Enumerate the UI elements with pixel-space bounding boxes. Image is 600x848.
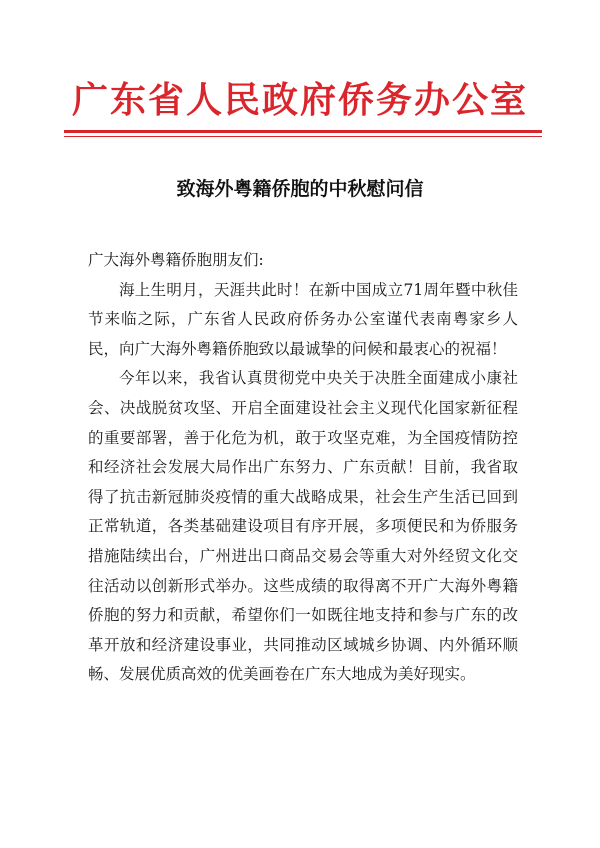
letter-paragraph-1: 海上生明月，天涯共此时！在新中国成立71周年暨中秋佳节来临之际，广东省人民政府侨务办公室谨代表南粤家乡人民，向广大海外粤籍侨胞致以最诚挚的问候和最衷心的祝福！ bbox=[88, 280, 518, 358]
letter-salutation: 广大海外粤籍侨胞朋友们: bbox=[88, 251, 264, 269]
letterhead-divider-thick bbox=[64, 130, 542, 133]
letter-body bbox=[88, 246, 518, 690]
letter-title: 致海外粤籍侨胞的中秋慰问信 bbox=[176, 178, 424, 200]
letterhead-divider-thin bbox=[64, 136, 542, 137]
letter-paragraph-2: 今年以来，我省认真贯彻党中央关于决胜全面建成小康社会、决战脱贫攻坚、开启全面建设社会主义现代化国家新征程的重要部署，善于化危为机，敢于攻坚克难，为全国疫情防控和经济社会发展大局作出广东努力、广东贡献！目前，我省取得了抗击新冠肺炎疫情的重大战略成果，社会生产生活已回到正常轨道，各类基础建设项目有序开展，多项便民和为侨服务措施陆续出台，广州进出口商品交易会等重大对外经贸文化交往活动以创新形式举办。这些成绩的取得离不开广大海外粤籍侨胞的努力和贡献，希望你们一如既往地支持和参与广东的改革开放和经济建设事业，共同推动区域城乡协调、内外循环顺畅、发展优质高效的优美画卷在广东大地成为美好现实。 bbox=[88, 369, 518, 684]
letterhead-org-name: 广东省人民政府侨务办公室 bbox=[71, 79, 528, 121]
